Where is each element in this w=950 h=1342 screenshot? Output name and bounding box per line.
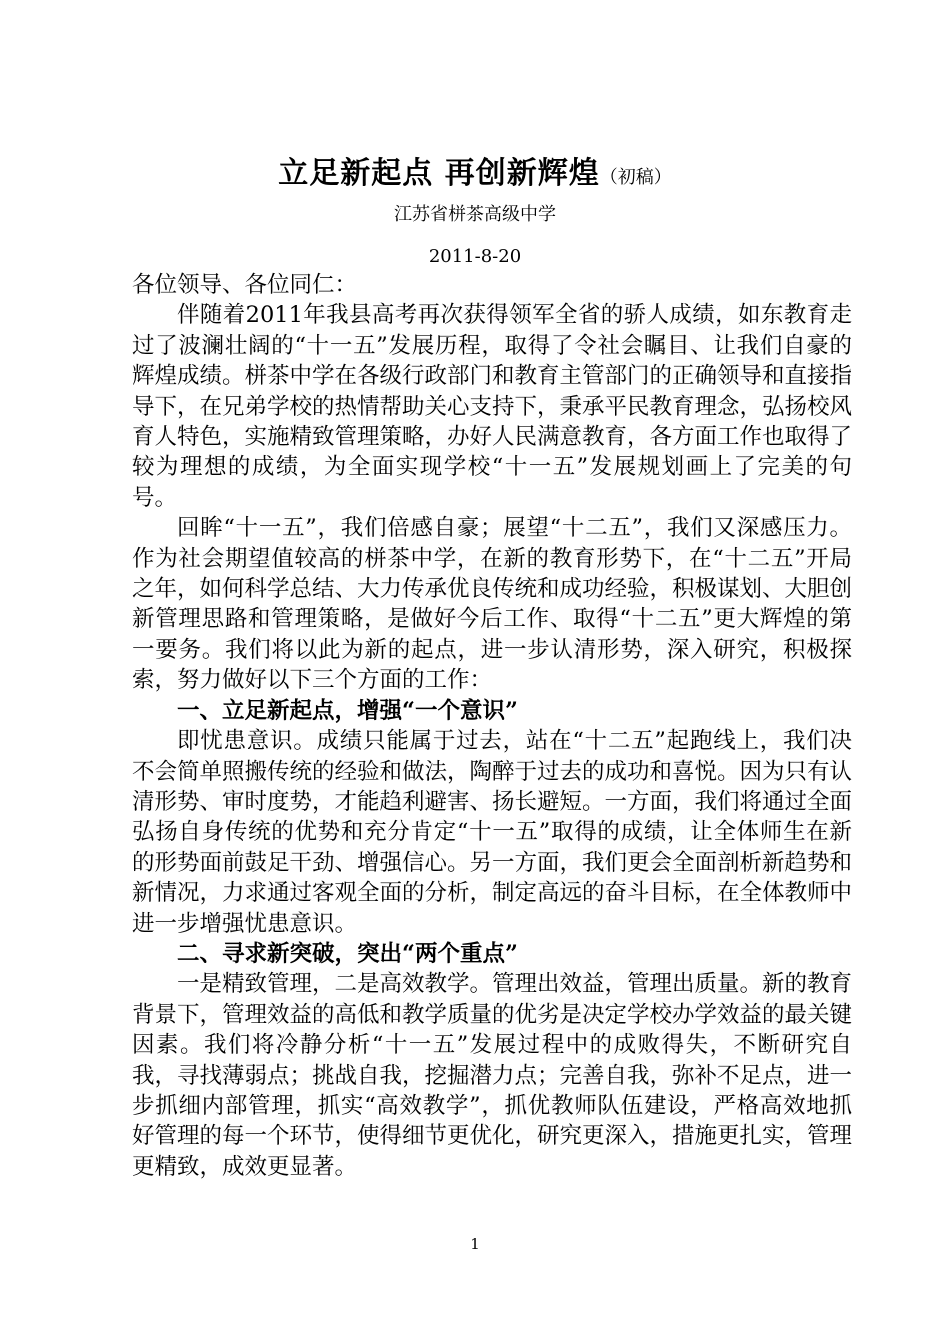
section-text-2: 一是精致管理，二是高效教学。管理出效益，管理出质量。新的教育背景下，管理效益的高低和教学质量的优劣是决定学校办学效益的最关键因素。我们将冷静分析“十一五”发展过程中的成败得失，不断研究自我，寻找薄弱点；挑战自我，挖掘潜力点；完善自我，弥补不足点，进一步抓细内部管理，抓实“高效教学”，抓优教师队伍建设，严格高效地抓好管理的每一个环节，使得细节更优化，研究更深入，措施更扎实，管理更精致，成效更显著。 bbox=[132, 971, 853, 1180]
draft-note: （初稿） bbox=[599, 167, 672, 188]
salutation: 各位领导、各位同仁： bbox=[132, 272, 358, 298]
document-title: 立足新起点 再创新辉煌 bbox=[278, 156, 600, 191]
section-text-1: 即忧患意识。成绩只能属于过去，站在“十二五”起跑线上，我们决不会简单照搬传统的经验和做法，陶醉于过去的成功和喜悦。因为只有认清形势、审时度势，才能趋利避害、扬长避短。一方面，我们将通过全面弘扬自身传统的优势和充分肯定“十一五”取得的成绩，让全体师生在新的形势面前鼓足干劲、增强信心。另一方面，我们更会全面剖析新趋势和新情况，力求通过客观全面的分析，制定高远的奋斗目标，在全体教师中进一步增强忧患意识。 bbox=[132, 728, 853, 937]
title-line bbox=[0, 148, 950, 192]
document-body bbox=[132, 270, 852, 1182]
section-heading-1: 一、立足新起点，增强“一个意识” bbox=[177, 697, 518, 724]
paragraph-intro: 伴随着2011年我县高考再次获得领军全省的骄人成绩，如东教育走过了波澜壮阔的“十一五”发展历程，取得了令社会瞩目、让我们自豪的辉煌成绩。栟茶中学在各级行政部门和教育主管部门的正确领导和直接指导下，在兄弟学校的热情帮助关心支持下，秉承平民教育理念，弘扬校风育人特色，实施精致管理策略，办好人民满意教育，各方面工作也取得了较为理想的成绩，为全面实现学校“十一五”发展规划画上了完美的句号。 bbox=[132, 302, 853, 511]
document-date: 2011-8-20 bbox=[428, 246, 522, 267]
page-number: 1 bbox=[470, 1235, 480, 1253]
paragraph-outlook: 回眸“十一五”，我们倍感自豪；展望“十二五”，我们又深感压力。作为社会期望值较高的栟茶中学，在新的教育形势下，在“十二五”开局之年，如何科学总结、大力传承优良传统和成功经验，积极谋划、大胆创新管理思路和管理策略，是做好今后工作、取得“十二五”更大辉煌的第一要务。我们将以此为新的起点，进一步认清形势，深入研究，积极探索，努力做好以下三个方面的工作： bbox=[132, 515, 853, 694]
section-heading-2: 二、寻求新突破，突出“两个重点” bbox=[177, 940, 518, 967]
organization-name: 江苏省栟茶高级中学 bbox=[394, 204, 556, 225]
